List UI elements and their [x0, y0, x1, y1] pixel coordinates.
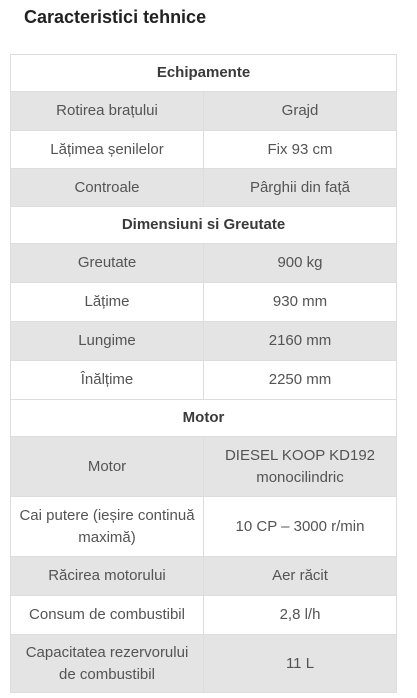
table-row: [11, 361, 397, 400]
spec-value: Pârghii din față: [204, 169, 397, 207]
spec-value: Fix 93 cm: [204, 131, 397, 169]
page-title: Caracteristici tehnice: [24, 7, 207, 27]
spec-label: Răcirea motorului: [11, 557, 204, 596]
table-row: [11, 244, 397, 283]
table-row: [11, 131, 397, 169]
spec-label: Motor: [11, 437, 204, 497]
section-title: Echipamente: [11, 55, 397, 92]
spec-value: Aer răcit: [204, 557, 397, 596]
spec-value: 11 L: [204, 635, 397, 693]
table-row: [11, 557, 397, 596]
table-row: [11, 169, 397, 207]
table-row: [11, 283, 397, 322]
spec-value: 2250 mm: [204, 361, 397, 400]
spec-value: 2160 mm: [204, 322, 397, 361]
spec-label: Rotirea brațului: [11, 92, 204, 131]
spec-label: Greutate: [11, 244, 204, 283]
spec-label: Lățime: [11, 283, 204, 322]
table-row: [11, 596, 397, 635]
spec-value: 10 CP – 3000 r/min: [204, 497, 397, 557]
spec-label: Lungime: [11, 322, 204, 361]
table-row: [11, 635, 397, 693]
spec-value: 900 kg: [204, 244, 397, 283]
section-title: Dimensiuni si Greutate: [11, 207, 397, 244]
table-row: [11, 322, 397, 361]
table-row: [11, 497, 397, 557]
specs-table: [10, 54, 397, 693]
section-title: Motor: [11, 400, 397, 437]
table-row: [11, 437, 397, 497]
spec-label: Controale: [11, 169, 204, 207]
spec-label: Înălțime: [11, 361, 204, 400]
table-row: [11, 92, 397, 131]
spec-label: Lățimea șenilelor: [11, 131, 204, 169]
spec-label: Cai putere (ieșire continuă maximă): [11, 497, 204, 557]
spec-value: Grajd: [204, 92, 397, 131]
spec-label: Capacitatea rezervorului de combustibil: [11, 635, 204, 693]
section-header-echipamente: [11, 55, 397, 92]
spec-label: Consum de combustibil: [11, 596, 204, 635]
section-header-dimensiuni: [11, 207, 397, 244]
spec-value: 930 mm: [204, 283, 397, 322]
section-header-motor: [11, 400, 397, 437]
spec-value: DIESEL KOOP KD192 monocilindric: [204, 437, 397, 497]
spec-value: 2,8 l/h: [204, 596, 397, 635]
